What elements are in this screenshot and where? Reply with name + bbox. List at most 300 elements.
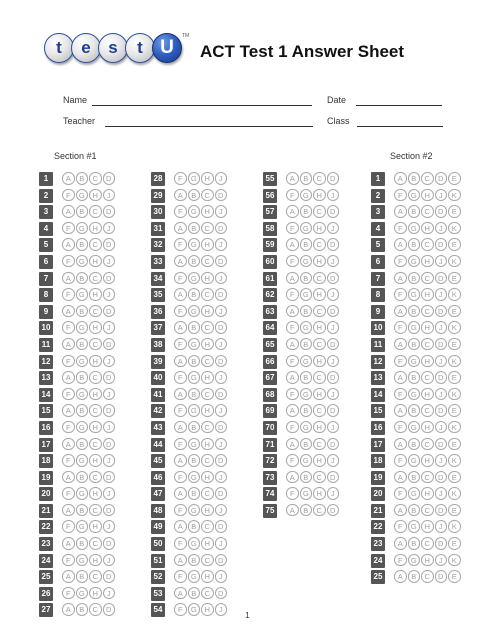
answer-bubble-f[interactable]: F [62,587,75,600]
answer-bubble-f[interactable]: F [174,205,187,218]
answer-bubble-b[interactable]: B [188,421,201,434]
answer-bubble-c[interactable]: C [89,305,102,318]
answer-bubble-d[interactable]: D [435,205,448,218]
answer-bubble-h[interactable]: H [421,454,434,467]
answer-bubble-a[interactable]: A [286,471,299,484]
answer-bubble-j[interactable]: J [435,421,448,434]
answer-bubble-a[interactable]: A [286,504,299,517]
answer-bubble-j[interactable]: J [215,404,228,417]
answer-bubble-a[interactable]: A [286,238,299,251]
answer-bubble-j[interactable]: J [215,537,228,550]
answer-bubble-e[interactable]: E [448,537,461,550]
answer-bubble-g[interactable]: G [188,338,201,351]
answer-bubble-c[interactable]: C [421,537,434,550]
answer-bubble-b[interactable]: B [300,238,313,251]
answer-bubble-c[interactable]: C [89,570,102,583]
answer-bubble-j[interactable]: J [327,288,340,301]
answer-bubble-g[interactable]: G [188,205,201,218]
answer-bubble-a[interactable]: A [394,238,407,251]
answer-bubble-a[interactable]: A [286,371,299,384]
answer-bubble-b[interactable]: B [76,603,89,616]
answer-bubble-c[interactable]: C [201,255,214,268]
answer-bubble-a[interactable]: A [394,404,407,417]
answer-bubble-e[interactable]: E [448,504,461,517]
answer-bubble-d[interactable]: D [215,321,228,334]
answer-bubble-b[interactable]: B [408,504,421,517]
answer-bubble-d[interactable]: D [103,238,116,251]
answer-bubble-b[interactable]: B [408,205,421,218]
answer-bubble-d[interactable]: D [103,371,116,384]
answer-bubble-b[interactable]: B [408,371,421,384]
answer-bubble-j[interactable]: J [103,222,116,235]
answer-bubble-c[interactable]: C [201,421,214,434]
answer-bubble-b[interactable]: B [188,255,201,268]
answer-bubble-g[interactable]: G [188,238,201,251]
answer-bubble-c[interactable]: C [421,570,434,583]
answer-bubble-d[interactable]: D [215,487,228,500]
answer-bubble-g[interactable]: G [408,487,421,500]
answer-bubble-b[interactable]: B [300,471,313,484]
answer-bubble-f[interactable]: F [286,288,299,301]
answer-bubble-a[interactable]: A [174,520,187,533]
answer-bubble-b[interactable]: B [76,371,89,384]
answer-bubble-j[interactable]: J [103,487,116,500]
answer-bubble-f[interactable]: F [62,355,75,368]
answer-bubble-b[interactable]: B [76,338,89,351]
answer-bubble-c[interactable]: C [201,388,214,401]
answer-bubble-g[interactable]: G [408,388,421,401]
answer-bubble-b[interactable]: B [76,404,89,417]
answer-bubble-h[interactable]: H [313,388,326,401]
answer-bubble-e[interactable]: E [448,371,461,384]
answer-bubble-j[interactable]: J [327,388,340,401]
answer-bubble-g[interactable]: G [76,288,89,301]
answer-bubble-g[interactable]: G [188,305,201,318]
answer-bubble-h[interactable]: H [201,471,214,484]
answer-bubble-f[interactable]: F [174,404,187,417]
answer-bubble-e[interactable]: E [448,238,461,251]
answer-bubble-b[interactable]: B [76,504,89,517]
answer-bubble-f[interactable]: F [394,355,407,368]
answer-bubble-d[interactable]: D [215,421,228,434]
answer-bubble-k[interactable]: K [448,554,461,567]
answer-bubble-a[interactable]: A [62,272,75,285]
answer-bubble-k[interactable]: K [448,388,461,401]
answer-bubble-b[interactable]: B [408,438,421,451]
answer-bubble-j[interactable]: J [103,189,116,202]
answer-bubble-d[interactable]: D [327,504,340,517]
answer-bubble-b[interactable]: B [188,189,201,202]
answer-bubble-b[interactable]: B [300,338,313,351]
answer-bubble-j[interactable]: J [215,305,228,318]
answer-bubble-b[interactable]: B [188,321,201,334]
answer-bubble-a[interactable]: A [62,305,75,318]
answer-bubble-c[interactable]: C [201,222,214,235]
answer-bubble-c[interactable]: C [313,238,326,251]
answer-bubble-g[interactable]: G [76,388,89,401]
answer-bubble-f[interactable]: F [394,554,407,567]
answer-bubble-g[interactable]: G [408,288,421,301]
answer-bubble-b[interactable]: B [188,388,201,401]
answer-bubble-b[interactable]: B [408,404,421,417]
answer-bubble-b[interactable]: B [76,238,89,251]
answer-bubble-k[interactable]: K [448,421,461,434]
answer-bubble-g[interactable]: G [76,520,89,533]
answer-bubble-a[interactable]: A [394,537,407,550]
answer-bubble-c[interactable]: C [89,371,102,384]
teacher-field[interactable] [105,126,313,127]
answer-bubble-g[interactable]: G [300,222,313,235]
answer-bubble-g[interactable]: G [188,537,201,550]
answer-bubble-d[interactable]: D [103,305,116,318]
answer-bubble-k[interactable]: K [448,355,461,368]
answer-bubble-j[interactable]: J [215,371,228,384]
answer-bubble-h[interactable]: H [421,321,434,334]
answer-bubble-a[interactable]: A [174,189,187,202]
answer-bubble-c[interactable]: C [313,305,326,318]
answer-bubble-c[interactable]: C [201,189,214,202]
answer-bubble-j[interactable]: J [327,454,340,467]
answer-bubble-h[interactable]: H [421,421,434,434]
answer-bubble-f[interactable]: F [394,487,407,500]
answer-bubble-h[interactable]: H [313,421,326,434]
answer-bubble-g[interactable]: G [300,355,313,368]
answer-bubble-b[interactable]: B [76,570,89,583]
answer-bubble-a[interactable]: A [62,504,75,517]
answer-bubble-g[interactable]: G [188,471,201,484]
answer-bubble-f[interactable]: F [62,321,75,334]
answer-bubble-g[interactable]: G [76,321,89,334]
answer-bubble-c[interactable]: C [313,371,326,384]
answer-bubble-b[interactable]: B [300,371,313,384]
answer-bubble-j[interactable]: J [327,321,340,334]
answer-bubble-b[interactable]: B [188,587,201,600]
answer-bubble-f[interactable]: F [174,537,187,550]
answer-bubble-a[interactable]: A [62,404,75,417]
answer-bubble-h[interactable]: H [313,255,326,268]
answer-bubble-h[interactable]: H [201,504,214,517]
answer-bubble-h[interactable]: H [201,570,214,583]
answer-bubble-d[interactable]: D [435,504,448,517]
answer-bubble-d[interactable]: D [103,404,116,417]
answer-bubble-h[interactable]: H [421,189,434,202]
answer-bubble-h[interactable]: H [201,371,214,384]
answer-bubble-d[interactable]: D [327,238,340,251]
answer-bubble-f[interactable]: F [286,487,299,500]
answer-bubble-h[interactable]: H [89,388,102,401]
answer-bubble-c[interactable]: C [201,288,214,301]
answer-bubble-a[interactable]: A [394,438,407,451]
answer-bubble-a[interactable]: A [62,338,75,351]
answer-bubble-h[interactable]: H [201,272,214,285]
answer-bubble-d[interactable]: D [435,570,448,583]
answer-bubble-a[interactable]: A [62,371,75,384]
answer-bubble-a[interactable]: A [174,388,187,401]
answer-bubble-a[interactable]: A [394,305,407,318]
answer-bubble-a[interactable]: A [62,471,75,484]
answer-bubble-a[interactable]: A [286,272,299,285]
answer-bubble-d[interactable]: D [327,338,340,351]
answer-bubble-b[interactable]: B [188,520,201,533]
answer-bubble-h[interactable]: H [89,355,102,368]
answer-bubble-h[interactable]: H [89,222,102,235]
answer-bubble-g[interactable]: G [408,520,421,533]
answer-bubble-d[interactable]: D [103,603,116,616]
answer-bubble-a[interactable]: A [286,404,299,417]
answer-bubble-f[interactable]: F [62,255,75,268]
answer-bubble-c[interactable]: C [89,172,102,185]
class-field[interactable] [357,126,443,127]
answer-bubble-g[interactable]: G [76,421,89,434]
answer-bubble-h[interactable]: H [201,172,214,185]
answer-bubble-a[interactable]: A [174,288,187,301]
answer-bubble-f[interactable]: F [62,454,75,467]
answer-bubble-d[interactable]: D [215,554,228,567]
answer-bubble-b[interactable]: B [76,438,89,451]
answer-bubble-d[interactable]: D [327,404,340,417]
answer-bubble-d[interactable]: D [327,305,340,318]
answer-bubble-f[interactable]: F [174,371,187,384]
answer-bubble-j[interactable]: J [435,222,448,235]
answer-bubble-b[interactable]: B [300,305,313,318]
answer-bubble-g[interactable]: G [300,421,313,434]
answer-bubble-g[interactable]: G [76,255,89,268]
answer-bubble-j[interactable]: J [103,355,116,368]
answer-bubble-b[interactable]: B [408,172,421,185]
answer-bubble-e[interactable]: E [448,570,461,583]
answer-bubble-f[interactable]: F [286,222,299,235]
answer-bubble-h[interactable]: H [89,255,102,268]
answer-bubble-g[interactable]: G [188,570,201,583]
answer-bubble-c[interactable]: C [89,238,102,251]
answer-bubble-d[interactable]: D [435,338,448,351]
answer-bubble-b[interactable]: B [188,355,201,368]
answer-bubble-a[interactable]: A [62,205,75,218]
date-field[interactable] [356,105,442,106]
answer-bubble-a[interactable]: A [174,255,187,268]
answer-bubble-c[interactable]: C [421,272,434,285]
answer-bubble-e[interactable]: E [448,438,461,451]
answer-bubble-j[interactable]: J [103,587,116,600]
answer-bubble-c[interactable]: C [89,438,102,451]
answer-bubble-a[interactable]: A [174,222,187,235]
answer-bubble-b[interactable]: B [300,205,313,218]
answer-bubble-g[interactable]: G [408,554,421,567]
answer-bubble-c[interactable]: C [89,272,102,285]
answer-bubble-j[interactable]: J [215,438,228,451]
answer-bubble-b[interactable]: B [408,238,421,251]
answer-bubble-d[interactable]: D [435,404,448,417]
answer-bubble-g[interactable]: G [188,371,201,384]
answer-bubble-b[interactable]: B [188,487,201,500]
answer-bubble-k[interactable]: K [448,321,461,334]
answer-bubble-j[interactable]: J [435,388,448,401]
answer-bubble-d[interactable]: D [103,172,116,185]
answer-bubble-h[interactable]: H [201,404,214,417]
answer-bubble-h[interactable]: H [313,222,326,235]
answer-bubble-d[interactable]: D [435,537,448,550]
answer-bubble-c[interactable]: C [313,438,326,451]
answer-bubble-h[interactable]: H [421,288,434,301]
answer-bubble-h[interactable]: H [201,338,214,351]
answer-bubble-k[interactable]: K [448,454,461,467]
answer-bubble-c[interactable]: C [201,487,214,500]
answer-bubble-a[interactable]: A [62,603,75,616]
answer-bubble-h[interactable]: H [313,321,326,334]
answer-bubble-g[interactable]: G [408,321,421,334]
answer-bubble-a[interactable]: A [286,172,299,185]
answer-bubble-f[interactable]: F [174,338,187,351]
answer-bubble-j[interactable]: J [103,388,116,401]
answer-bubble-h[interactable]: H [89,454,102,467]
answer-bubble-e[interactable]: E [448,272,461,285]
answer-bubble-a[interactable]: A [394,371,407,384]
answer-bubble-d[interactable]: D [327,272,340,285]
answer-bubble-a[interactable]: A [62,438,75,451]
answer-bubble-c[interactable]: C [313,504,326,517]
answer-bubble-f[interactable]: F [62,421,75,434]
answer-bubble-c[interactable]: C [421,205,434,218]
answer-bubble-b[interactable]: B [408,338,421,351]
answer-bubble-c[interactable]: C [89,471,102,484]
answer-bubble-j[interactable]: J [327,421,340,434]
answer-bubble-d[interactable]: D [103,272,116,285]
answer-bubble-a[interactable]: A [286,338,299,351]
answer-bubble-b[interactable]: B [408,471,421,484]
answer-bubble-j[interactable]: J [103,288,116,301]
answer-bubble-j[interactable]: J [435,255,448,268]
answer-bubble-d[interactable]: D [435,305,448,318]
answer-bubble-h[interactable]: H [89,487,102,500]
answer-bubble-d[interactable]: D [215,587,228,600]
answer-bubble-j[interactable]: J [215,570,228,583]
answer-bubble-d[interactable]: D [103,570,116,583]
answer-bubble-d[interactable]: D [215,520,228,533]
answer-bubble-j[interactable]: J [215,603,228,616]
answer-bubble-h[interactable]: H [89,520,102,533]
answer-bubble-b[interactable]: B [300,504,313,517]
answer-bubble-h[interactable]: H [421,355,434,368]
answer-bubble-a[interactable]: A [394,272,407,285]
answer-bubble-h[interactable]: H [201,603,214,616]
answer-bubble-b[interactable]: B [76,471,89,484]
answer-bubble-h[interactable]: H [201,537,214,550]
answer-bubble-g[interactable]: G [76,587,89,600]
answer-bubble-c[interactable]: C [421,238,434,251]
answer-bubble-g[interactable]: G [300,189,313,202]
answer-bubble-f[interactable]: F [62,288,75,301]
answer-bubble-f[interactable]: F [394,388,407,401]
answer-bubble-g[interactable]: G [408,421,421,434]
answer-bubble-j[interactable]: J [215,471,228,484]
answer-bubble-f[interactable]: F [62,388,75,401]
answer-bubble-j[interactable]: J [327,355,340,368]
answer-bubble-j[interactable]: J [215,272,228,285]
answer-bubble-g[interactable]: G [408,222,421,235]
answer-bubble-j[interactable]: J [435,288,448,301]
answer-bubble-b[interactable]: B [76,272,89,285]
answer-bubble-d[interactable]: D [103,205,116,218]
answer-bubble-h[interactable]: H [313,355,326,368]
answer-bubble-b[interactable]: B [300,404,313,417]
answer-bubble-b[interactable]: B [188,288,201,301]
answer-bubble-j[interactable]: J [327,255,340,268]
answer-bubble-d[interactable]: D [215,355,228,368]
answer-bubble-b[interactable]: B [76,205,89,218]
answer-bubble-d[interactable]: D [215,388,228,401]
answer-bubble-j[interactable]: J [435,554,448,567]
answer-bubble-d[interactable]: D [327,438,340,451]
answer-bubble-f[interactable]: F [394,255,407,268]
answer-bubble-d[interactable]: D [435,471,448,484]
answer-bubble-h[interactable]: H [421,222,434,235]
answer-bubble-d[interactable]: D [103,504,116,517]
answer-bubble-k[interactable]: K [448,520,461,533]
answer-bubble-a[interactable]: A [394,338,407,351]
answer-bubble-c[interactable]: C [313,471,326,484]
answer-bubble-g[interactable]: G [188,504,201,517]
answer-bubble-h[interactable]: H [201,238,214,251]
answer-bubble-c[interactable]: C [313,272,326,285]
answer-bubble-a[interactable]: A [174,587,187,600]
answer-bubble-h[interactable]: H [89,288,102,301]
answer-bubble-f[interactable]: F [286,355,299,368]
answer-bubble-c[interactable]: C [89,205,102,218]
answer-bubble-g[interactable]: G [188,172,201,185]
answer-bubble-a[interactable]: A [174,355,187,368]
answer-bubble-a[interactable]: A [174,321,187,334]
answer-bubble-j[interactable]: J [435,355,448,368]
answer-bubble-c[interactable]: C [89,603,102,616]
answer-bubble-c[interactable]: C [421,404,434,417]
answer-bubble-f[interactable]: F [174,272,187,285]
answer-bubble-k[interactable]: K [448,189,461,202]
answer-bubble-g[interactable]: G [408,454,421,467]
answer-bubble-d[interactable]: D [435,438,448,451]
answer-bubble-g[interactable]: G [76,487,89,500]
answer-bubble-j[interactable]: J [215,172,228,185]
answer-bubble-h[interactable]: H [421,554,434,567]
answer-bubble-j[interactable]: J [103,255,116,268]
answer-bubble-f[interactable]: F [174,504,187,517]
answer-bubble-c[interactable]: C [421,471,434,484]
answer-bubble-h[interactable]: H [313,288,326,301]
answer-bubble-b[interactable]: B [76,305,89,318]
answer-bubble-j[interactable]: J [327,222,340,235]
answer-bubble-j[interactable]: J [215,338,228,351]
answer-bubble-c[interactable]: C [313,338,326,351]
answer-bubble-f[interactable]: F [394,421,407,434]
answer-bubble-h[interactable]: H [201,305,214,318]
answer-bubble-j[interactable]: J [215,205,228,218]
answer-bubble-g[interactable]: G [188,603,201,616]
answer-bubble-f[interactable]: F [394,520,407,533]
answer-bubble-a[interactable]: A [286,305,299,318]
answer-bubble-b[interactable]: B [188,222,201,235]
answer-bubble-j[interactable]: J [103,520,116,533]
answer-bubble-c[interactable]: C [313,404,326,417]
answer-bubble-b[interactable]: B [76,537,89,550]
answer-bubble-c[interactable]: C [201,554,214,567]
answer-bubble-b[interactable]: B [300,438,313,451]
answer-bubble-c[interactable]: C [201,454,214,467]
answer-bubble-g[interactable]: G [76,222,89,235]
answer-bubble-k[interactable]: K [448,487,461,500]
answer-bubble-c[interactable]: C [313,172,326,185]
answer-bubble-g[interactable]: G [300,321,313,334]
answer-bubble-g[interactable]: G [76,454,89,467]
answer-bubble-k[interactable]: K [448,255,461,268]
